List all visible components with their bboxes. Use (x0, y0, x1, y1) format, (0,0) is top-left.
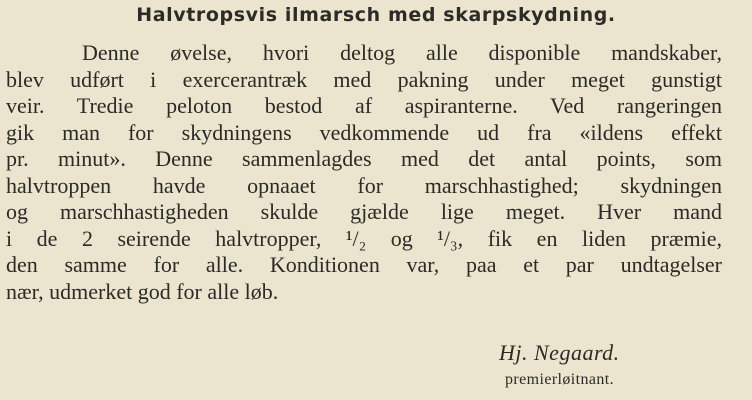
body-line: den samme for alle. Konditionen var, paa et par undtagelser (6, 252, 722, 277)
body-line: veir. Tredie peloton bestod af aspiranterne. Ved rangeringen (6, 93, 722, 118)
body-line: blev udført i exercerantræk med pakning under meget gunstigt (6, 66, 722, 92)
body-line: i de 2 seirende halvtropper, ¹/₂ og ¹/₃, fik en liden præmie, (6, 225, 722, 251)
body-line: halvtroppen havde opnaaet for marschhastighed; skydningen (6, 172, 722, 198)
signature-name: Hj. Negaard. (499, 340, 620, 365)
article-body (6, 40, 722, 305)
signature-title: premierløitnant. (505, 371, 615, 388)
body-line: Denne øvelse, hvori deltog alle disponible mandskaber, (82, 40, 722, 65)
body-line: og marschhastigheden skulde gjælde lige meget. Hver mand (6, 199, 722, 224)
article-heading: Halvtropsvis ilmarsch med skarpskydning. (136, 4, 616, 26)
body-line: gik man for skydningens vedkommende ud fra «ildens effekt (6, 119, 722, 145)
body-line: nær, udmerket god for alle løb. (6, 278, 279, 304)
body-line: pr. minut». Denne sammenlagdes med det antal points, som (6, 146, 722, 171)
